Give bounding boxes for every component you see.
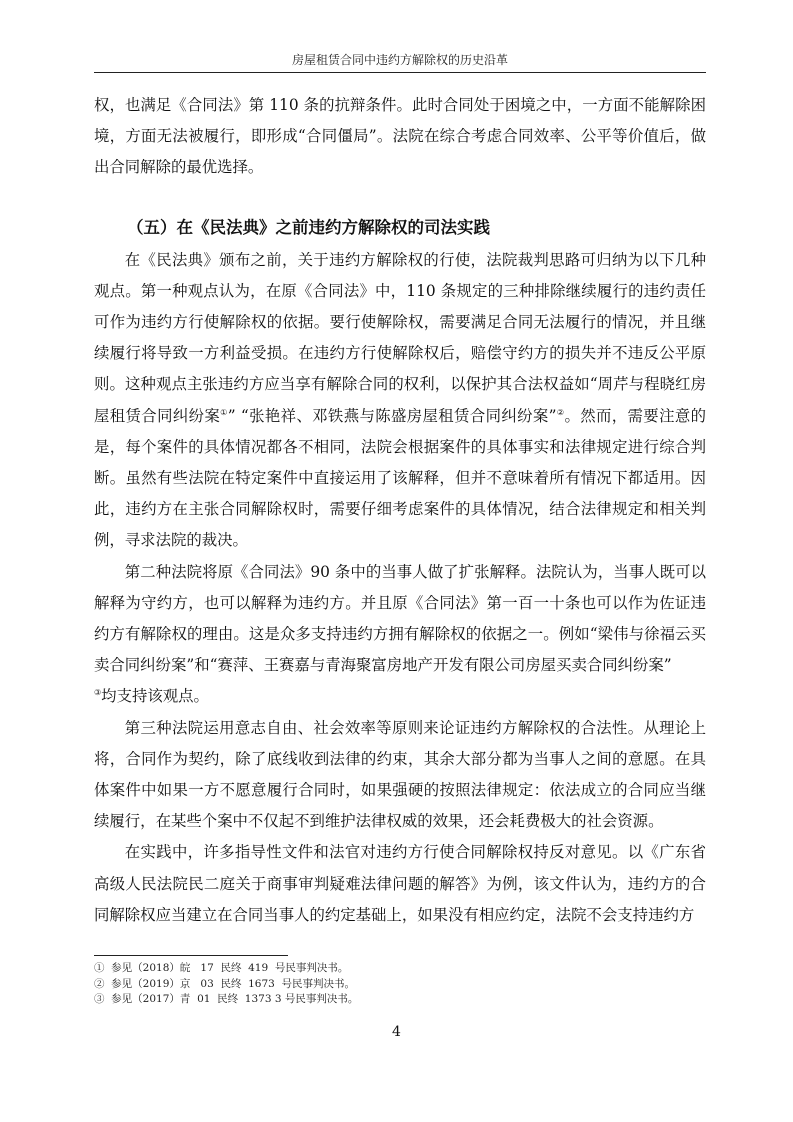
paragraph-text: 均支持该观点。 [101, 687, 209, 706]
footnote-mark-2[interactable]: ② [556, 407, 565, 417]
paragraph-text: ” “张艳祥、邓铁燕与陈盛房屋租赁合同纠纷案” [227, 406, 557, 425]
footnotes [94, 961, 358, 1008]
paragraph-text: 在《民法典》颁布之前，关于违约方解除权的行使，法院裁判思路可归纳为以下几种观点。第一种观点认为，在原《合同法》中，110 条规定的三种排除继续履行的违约责任可作为违约方行使解除权的依据。要行使解除权，需要满足合同无法履行的情况，并且继续履行将导致一方利益受损。在违约方行使解除权后，赔偿守约方的损失并不违反公平原则。这种观点主张违约方应当享有解除合同的权利，以保护其合法权益如“周芹与程晓红房屋租赁合同纠纷案 [94, 250, 706, 425]
paragraph-second-view [94, 557, 706, 713]
footnote-2: ② 参见（2019）京 03 民终 1673 号民事判决书。 [94, 977, 356, 990]
paragraph-practice: 在实践中，许多指导性文件和法官对违约方行使合同解除权持反对意见。以《广东省高级人民法院民二庭关于商事审判疑难法律问题的解答》为例，该文件认为，违约方的合同解除权应当建立在合同当事人的约定基础上，如果没有相应约定，法院不会支持违约方 [94, 843, 706, 924]
footnote-3: ③ 参见（2017）青 01 民终 1373 3 号民事判决书。 [94, 993, 359, 1005]
paragraph-third-view: 第三种法院运用意志自由、社会效率等原则来论证违约方解除权的合法性。从理论上将，合同作为契约，除了底线收到法律的约束，其余大部分都为当事人之间的意愿。在具体案件中如果一方不愿意履行合同时，如果强硬的按照法律规定：依法成立的合同应当继续履行，在某些个案中不仅起不到维护法律权威的效果，还会耗费极大的社会资源。 [94, 718, 706, 831]
footnote-1: ① 参见（2018）皖 17 民终 419 号民事判决书。 [94, 962, 349, 974]
paragraph-text: 。然而，需要注意的是，每个案件的具体情况都各不相同，法院会根据案件的具体事实和法律规定进行综合判断。虽然有些法院在特定案件中直接运用了该解释，但并不意味着所有情况下都适用。因此，违约方在主张合同解除权时，需要仔细考虑案件的具体情况，结合法律规定和相关判例，寻求法院的裁决。 [94, 406, 706, 550]
page-number: 4 [392, 1024, 401, 1040]
footnote-mark-1[interactable]: ① [220, 407, 228, 417]
header-rule [94, 72, 706, 73]
section-heading: （五）在《民法典》之前违约方解除权的司法实践 [127, 217, 490, 237]
paragraph-text: 第二种法院将原《合同法》90 条中的当事人做了扩张解释。法院认为，当事人既可以解释为守约方，也可以解释为违约方。并且原《合同法》第一百一十条也可以作为佐证违约方有解除权的理由。这是众多支持违约方拥有解除权的依据之一。例如“梁伟与徐福云买卖合同纠纷案”和“赛萍、王赛嘉与青海聚富房地产开发有限公司房屋买卖合同纠纷案” [94, 562, 706, 675]
body-text [94, 90, 706, 931]
running-header-title: 房屋租赁合同中违约方解除权的历史沿革 [291, 53, 508, 67]
paragraph-first-view [94, 245, 706, 557]
footnote-mark-3[interactable]: ③ [94, 688, 102, 698]
footnote-rule [94, 955, 288, 956]
paragraph-continuation: 权，也满足《合同法》第 110 条的抗辩条件。此时合同处于困境之中，一方面不能解除困境，方面无法被履行，即形成“合同僵局”。法院在综合考虑合同效率、公平等价值后，做出合同解除的最优选择。 [94, 96, 706, 177]
